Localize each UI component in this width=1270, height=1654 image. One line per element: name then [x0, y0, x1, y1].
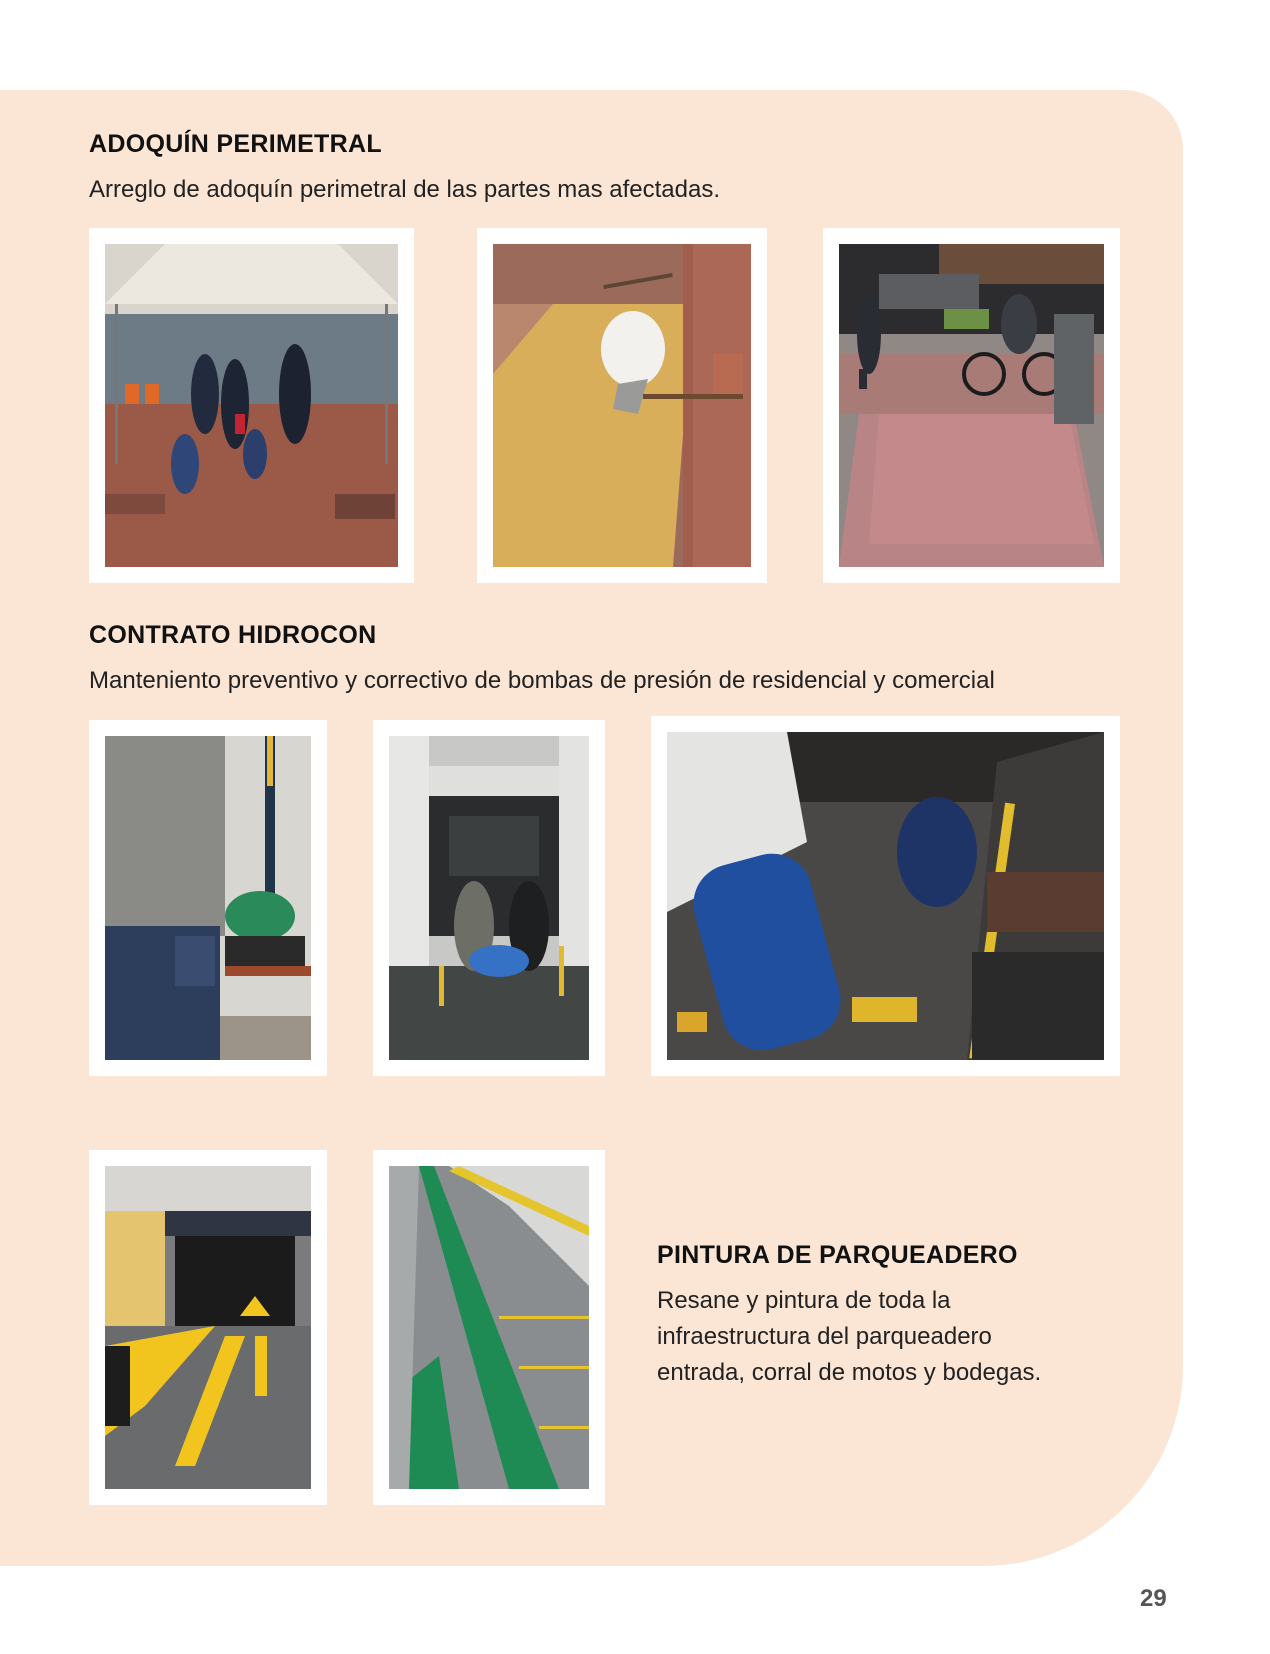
section-title-adoquin: ADOQUÍN PERIMETRAL [89, 130, 382, 158]
section-title-hidrocon: CONTRATO HIDROCON [89, 621, 377, 649]
photo-adoquin-sand [477, 228, 767, 583]
description-line: infraestructura del parqueadero [657, 1323, 992, 1350]
description-line: entrada, corral de motos y bodegas. [657, 1359, 1042, 1386]
description-line: Resane y pintura de toda la [657, 1287, 951, 1314]
section-description-hidrocon: Manteniento preventivo y correctivo de bombas de presión de residencial y comercial [89, 667, 995, 694]
photo-parqueadero-green-lane [373, 1150, 605, 1505]
page-number: 29 [1140, 1585, 1167, 1612]
section-title-pintura: PINTURA DE PARQUEADERO [657, 1241, 1018, 1269]
photo-adoquin-workers [89, 228, 414, 583]
section-description-pintura [657, 1283, 1041, 1391]
photo-hidrocon-van [373, 720, 605, 1076]
section-description-adoquin: Arreglo de adoquín perimetral de las partes mas afectadas. [89, 176, 721, 203]
photo-parqueadero-entrance [89, 1150, 327, 1505]
photo-hidrocon-barrel [651, 716, 1120, 1076]
photo-adoquin-finished [823, 228, 1120, 583]
photo-hidrocon-pump [89, 720, 327, 1076]
